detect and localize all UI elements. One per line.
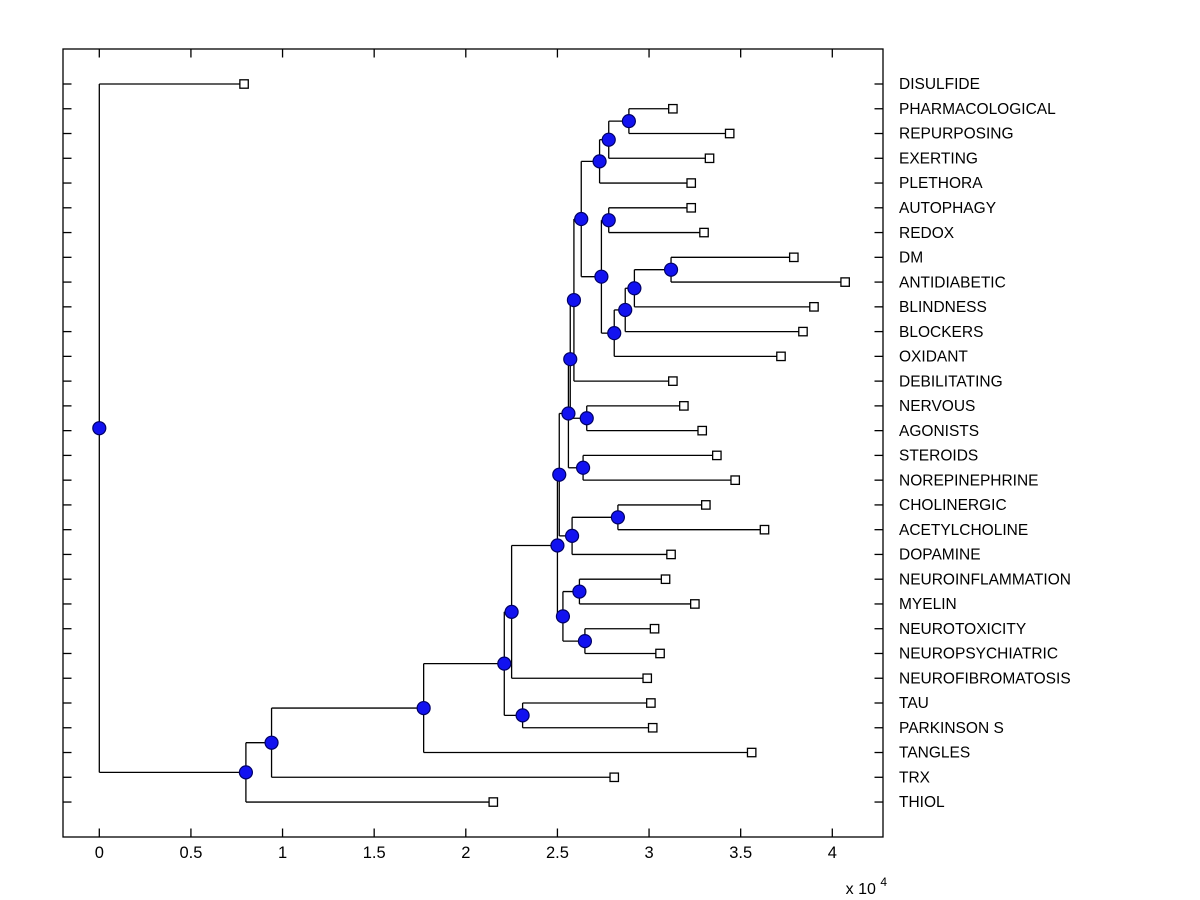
x-axis-tick-labels	[95, 844, 837, 862]
branch-node-marker	[665, 263, 678, 276]
branch-node-marker	[578, 635, 591, 648]
leaf-tip-marker	[700, 228, 708, 236]
branch-node-marker	[593, 155, 606, 168]
leaf-tip-marker	[799, 327, 807, 335]
leaf-label: OXIDANT	[899, 348, 968, 366]
branch-node-marker	[551, 539, 564, 552]
x-axis-tick-label: 3	[644, 844, 654, 862]
branch-node-marker	[580, 412, 593, 425]
axes	[63, 49, 883, 837]
branch-node-marker	[595, 270, 608, 283]
leaf-label: DM	[899, 249, 924, 267]
leaf-label: REDOX	[899, 224, 955, 242]
leaf-label: NOREPINEPHRINE	[899, 472, 1039, 490]
branch-node-marker	[93, 422, 106, 435]
branch-node-marker	[564, 353, 577, 366]
branch-node-marker	[417, 702, 430, 715]
tree-branches	[99, 84, 845, 802]
leaf-label: AGONISTS	[899, 422, 980, 440]
node-markers	[93, 80, 850, 806]
leaf-label: TRX	[899, 769, 930, 787]
branch-node-marker	[566, 529, 579, 542]
leaf-label: REPURPOSING	[899, 125, 1014, 143]
branch-node-marker	[628, 282, 641, 295]
branch-node-marker	[611, 511, 624, 524]
x-axis-tick-label: 4	[827, 844, 837, 862]
branch-node-marker	[562, 407, 575, 420]
branch-node-marker	[239, 766, 252, 779]
leaf-tip-marker	[777, 352, 785, 360]
leaf-tip-marker	[240, 80, 248, 88]
leaf-tip-marker	[680, 402, 688, 410]
plot-border	[63, 49, 883, 837]
leaf-label: NERVOUS	[899, 398, 976, 416]
branch-node-marker	[619, 303, 632, 316]
x-axis-tick-label: 0	[94, 844, 104, 862]
leaf-label: BLINDNESS	[899, 299, 987, 317]
branch-node-marker	[573, 585, 586, 598]
leaf-label: STEROIDS	[899, 447, 979, 465]
leaf-label: PARKINSON S	[899, 719, 1004, 737]
leaf-tip-marker	[790, 253, 798, 261]
leaf-tip-marker	[656, 649, 664, 657]
x-axis-tick-label: 2	[461, 844, 471, 862]
branch-node-marker	[575, 213, 588, 226]
leaf-tip-marker	[610, 773, 618, 781]
leaf-tip-marker	[489, 798, 497, 806]
leaf-tip-marker	[667, 550, 675, 558]
leaf-tip-marker	[841, 278, 849, 286]
leaf-tip-marker	[669, 377, 677, 385]
axis-multiplier-label: x 10 $^4$	[845, 875, 887, 898]
leaf-label: DISULFIDE	[899, 76, 980, 94]
leaf-label: NEUROINFLAMMATION	[899, 571, 1071, 589]
leaf-tip-marker	[669, 105, 677, 113]
branch-node-marker	[577, 461, 590, 474]
branch-node-marker	[556, 610, 569, 623]
leaf-label: TANGLES	[899, 744, 971, 762]
leaf-tip-marker	[650, 625, 658, 633]
leaf-label: PHARMACOLOGICAL	[899, 100, 1056, 118]
branch-node-marker	[498, 657, 511, 670]
leaf-label: NEUROFIBROMATOSIS	[899, 670, 1071, 688]
leaf-tip-marker	[649, 724, 657, 732]
leaf-tip-marker	[691, 600, 699, 608]
leaf-tip-marker	[760, 525, 768, 533]
leaf-label: NEUROPSYCHIATRIC	[899, 645, 1059, 663]
leaf-tip-marker	[661, 575, 669, 583]
leaf-label: TAU	[899, 695, 929, 713]
branch-node-marker	[505, 605, 518, 618]
branch-node-marker	[567, 294, 580, 307]
leaf-label: AUTOPHAGY	[899, 200, 997, 217]
branch-node-marker	[602, 133, 615, 146]
branch-node-marker	[602, 214, 615, 227]
x-axis-tick-label: 2.5	[545, 844, 569, 862]
leaf-tip-marker	[731, 476, 739, 484]
leaf-label: EXERTING	[899, 150, 978, 168]
leaf-labels	[899, 76, 1071, 811]
x-axis-tick-label: 0.5	[179, 844, 203, 862]
leaf-tip-marker	[705, 154, 713, 162]
branch-node-marker	[516, 709, 529, 722]
branch-node-marker	[265, 736, 278, 749]
leaf-label: BLOCKERS	[899, 323, 984, 341]
branch-node-marker	[553, 468, 566, 481]
leaf-tip-marker	[687, 204, 695, 212]
leaf-label: ACETYLCHOLINE	[899, 521, 1029, 539]
branch-node-marker	[608, 327, 621, 340]
leaf-tip-marker	[643, 674, 651, 682]
leaf-label: PLETHORA	[899, 175, 983, 193]
leaf-tip-marker	[698, 426, 706, 434]
leaf-label: DOPAMINE	[899, 546, 981, 564]
leaf-tip-marker	[702, 501, 710, 509]
x-axis-tick-label: 1.5	[362, 844, 386, 862]
leaf-label: NEUROTOXICITY	[899, 620, 1027, 638]
leaf-tip-marker	[647, 699, 655, 707]
leaf-tip-marker	[725, 129, 733, 137]
x-axis-tick-label: 3.5	[729, 844, 753, 862]
leaf-tip-marker	[687, 179, 695, 187]
leaf-tip-marker	[810, 303, 818, 311]
leaf-label: THIOL	[899, 794, 945, 812]
branch-node-marker	[622, 115, 635, 128]
leaf-label: ANTIDIABETIC	[899, 274, 1006, 292]
leaf-tip-marker	[747, 748, 755, 756]
leaf-label: CHOLINERGIC	[899, 497, 1007, 515]
leaf-tip-marker	[713, 451, 721, 459]
x-axis-tick-label: 1	[277, 844, 288, 862]
leaf-label: DEBILITATING	[899, 373, 1003, 391]
leaf-label: MYELIN	[899, 596, 957, 614]
